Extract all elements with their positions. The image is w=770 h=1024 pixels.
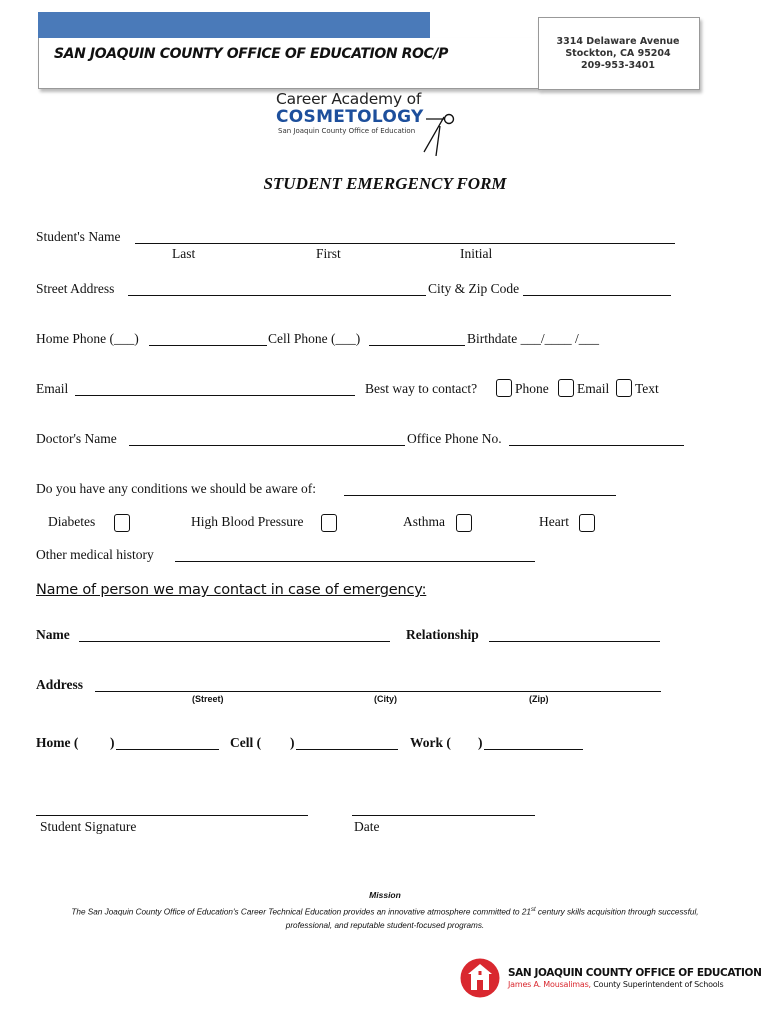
other-history-label: Other medical history: [36, 547, 154, 562]
city-caption: (City): [374, 694, 397, 704]
heart-label: Heart: [539, 514, 569, 529]
doctor-name-label: Doctor's Name: [36, 431, 117, 446]
emergency-home-label: Home (: [36, 735, 79, 750]
student-signature-label: Student Signature: [40, 819, 137, 834]
logo-line3: San Joaquin County Office of Education: [278, 127, 416, 135]
date-field[interactable]: [352, 815, 535, 816]
contact-text-label: Text: [635, 381, 659, 396]
footer-title: County Superintendent of Schools: [590, 980, 724, 989]
street-address-field[interactable]: [128, 295, 426, 296]
emergency-work-field[interactable]: [484, 749, 583, 750]
logo-line2: COSMETOLOGY: [276, 107, 424, 127]
mission-title: Mission: [369, 890, 401, 900]
mission-text-part2: century skills acquisition through successful,: [535, 907, 699, 917]
doctor-name-field[interactable]: [129, 445, 405, 446]
asthma-checkbox[interactable]: [456, 514, 472, 532]
contact-email-checkbox[interactable]: [558, 379, 574, 397]
last-caption: Last: [172, 246, 196, 261]
diabetes-label: Diabetes: [48, 514, 96, 529]
emergency-work-label: Work (: [410, 735, 451, 750]
birthdate-label[interactable]: Birthdate ___/____ /___: [467, 331, 599, 346]
best-way-label: Best way to contact?: [365, 381, 478, 396]
address-phone: 209-953-3401: [581, 60, 655, 71]
emergency-work-close: ): [478, 735, 483, 750]
logo-line1: Career Academy of: [276, 90, 422, 108]
emergency-cell-close: ): [290, 735, 295, 750]
conditions-field[interactable]: [344, 495, 616, 496]
office-phone-label: Office Phone No.: [407, 431, 502, 446]
initial-caption: Initial: [460, 246, 493, 261]
emergency-name-label: Name: [36, 627, 70, 642]
mission-text-line2: professional, and reputable student-focused programs.: [285, 920, 485, 930]
diabetes-checkbox[interactable]: [114, 514, 130, 532]
home-phone-label: Home Phone (___): [36, 331, 139, 346]
schoolhouse-logo-icon: [460, 957, 500, 999]
footer-superintendent: [508, 980, 723, 989]
header-blue-bar: [38, 12, 430, 38]
email-field[interactable]: [75, 395, 355, 396]
emergency-home-field[interactable]: [116, 749, 219, 750]
asthma-label: Asthma: [403, 514, 445, 529]
relationship-field[interactable]: [489, 641, 660, 642]
street-address-label: Street Address: [36, 281, 115, 296]
cell-phone-label: Cell Phone (___): [268, 331, 361, 346]
email-label: Email: [36, 381, 69, 396]
footer-person: James A. Mousalimas,: [508, 980, 591, 989]
emergency-name-field[interactable]: [79, 641, 390, 642]
mission-text: [0, 904, 770, 932]
high-blood-pressure-label: High Blood Pressure: [191, 514, 304, 529]
street-caption: (Street): [192, 694, 224, 704]
high-blood-pressure-checkbox[interactable]: [321, 514, 337, 532]
zip-caption: (Zip): [529, 694, 549, 704]
address-street: 3314 Delaware Avenue: [556, 36, 680, 47]
mission-superscript: st: [530, 907, 536, 913]
emergency-address-field[interactable]: [95, 691, 661, 692]
office-phone-field[interactable]: [509, 445, 684, 446]
student-signature-field[interactable]: [36, 815, 308, 816]
city-zip-label: City & Zip Code: [428, 281, 520, 296]
emergency-heading: Name of person we may contact in case of emergency:: [36, 582, 427, 598]
emergency-cell-label: Cell (: [230, 735, 262, 750]
emergency-cell-field[interactable]: [296, 749, 398, 750]
student-name-label: Student's Name: [36, 229, 121, 244]
header-banner-text: SAN JOAQUIN COUNTY OFFICE OF EDUCATION ROC/P: [54, 46, 448, 62]
contact-phone-checkbox[interactable]: [496, 379, 512, 397]
mission-text-part1: The San Joaquin County Office of Education's Career Technical Education provides an innovative atmosphere committed to 21: [71, 907, 531, 917]
home-phone-field[interactable]: [149, 345, 267, 346]
cosmetology-logo: [276, 90, 466, 160]
first-caption: First: [316, 246, 341, 261]
form-title: STUDENT EMERGENCY FORM: [263, 174, 507, 193]
scissors-icon: [418, 96, 462, 156]
relationship-label: Relationship: [406, 627, 479, 642]
emergency-home-close: ): [110, 735, 115, 750]
header-address: [538, 36, 698, 72]
address-city: Stockton, CA 95204: [565, 48, 671, 59]
contact-email-label: Email: [577, 381, 610, 396]
heart-checkbox[interactable]: [579, 514, 595, 532]
contact-phone-label: Phone: [515, 381, 549, 396]
emergency-address-label: Address: [36, 677, 84, 692]
student-name-field[interactable]: [135, 243, 675, 244]
city-zip-field[interactable]: [523, 295, 671, 296]
cell-phone-field[interactable]: [369, 345, 465, 346]
footer-org: SAN JOAQUIN COUNTY OFFICE OF EDUCATION: [508, 967, 762, 979]
date-label: Date: [354, 819, 380, 834]
other-history-field[interactable]: [175, 561, 535, 562]
contact-text-checkbox[interactable]: [616, 379, 632, 397]
conditions-question: Do you have any conditions we should be aware of:: [36, 481, 317, 496]
